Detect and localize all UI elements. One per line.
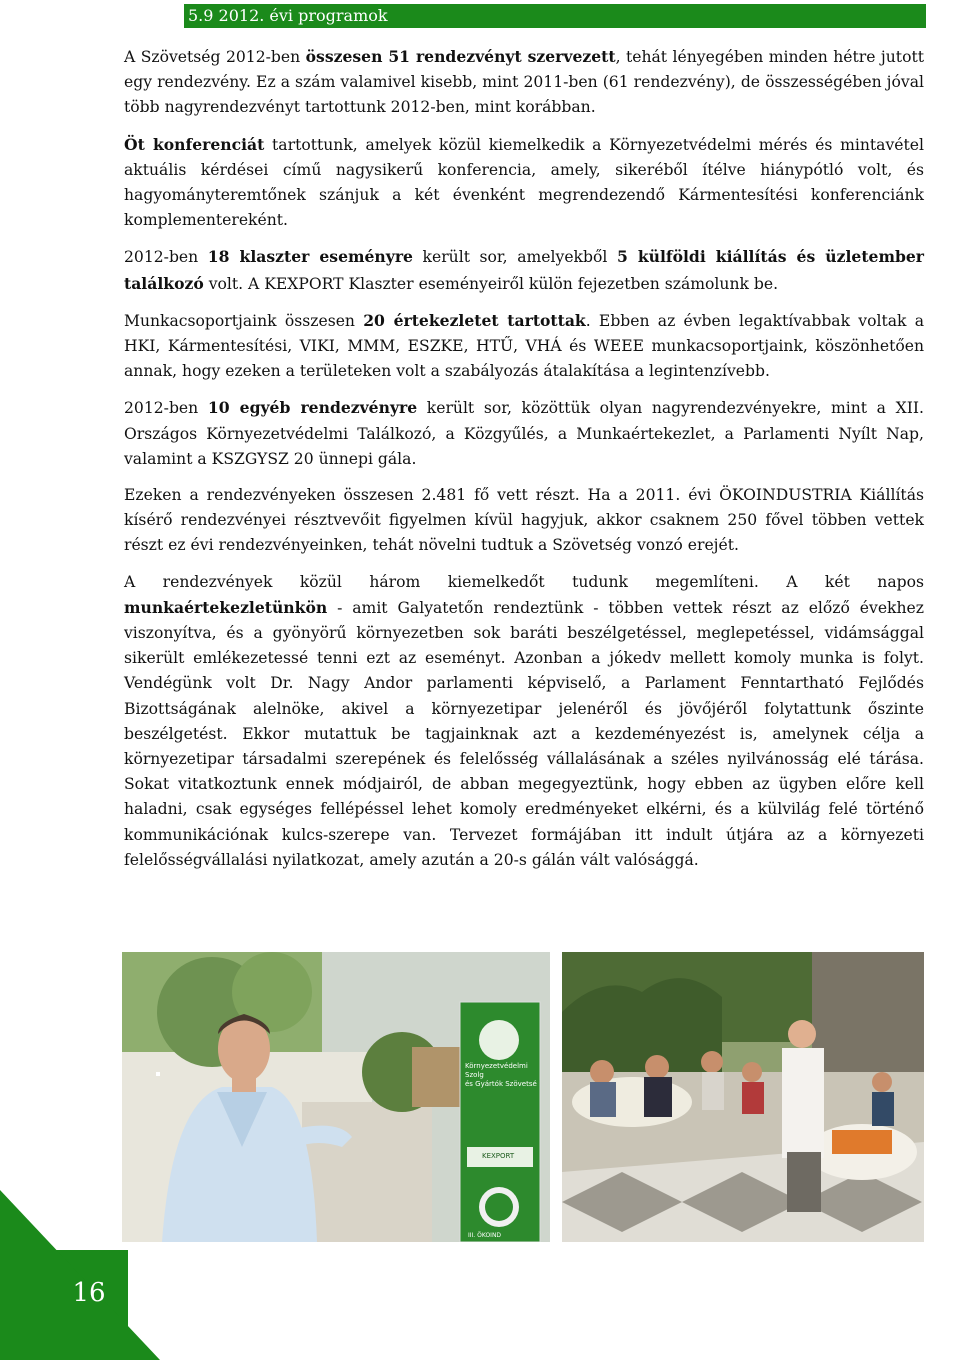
text-run: . Ebben az évben legaktívabbak voltak a HKI, Kármentesítési, VIKI, MMM, ESZKE, HTŰ, VHÁ és WEEE munkacsoportjaink, köszönhetően annak, hogy ezeken a területeken volt a szabályozás átalakítása a legintenzívebb.: [124, 311, 924, 381]
text-run: került sor, közöttük olyan nagyrendezvényekre, mint a XII. Országos Környezetvédelmi Találkozó, a Közgyűlés, a Munkaértekezlet, a Parlamenti Nyílt Nap, valamint a KSZGYSZ 20 ünnepi gála.: [124, 399, 924, 468]
section-header-bar: [184, 4, 926, 28]
speaker-photo: [122, 952, 550, 1242]
text-run: , tehát lényegében minden hétre jutott egy rendezvény. Ez a szám valamivel kisebb, mint 2011-ben (61 rendezvény), de összességében jóval több nagyrendezvényt tartottunk 2012-ben, mint korábban.: [124, 48, 924, 117]
banner-footer: III. ÖKOIND: [468, 1232, 502, 1239]
bold-run: 20 értekezletet tartottak: [363, 310, 586, 330]
banner-line: és Gyártók Szövetsé: [465, 1080, 537, 1088]
bold-run: Öt konferenciát: [124, 134, 265, 154]
banner-text: [465, 1062, 541, 1089]
event-photo-image: [562, 952, 924, 1242]
text-run: A Szövetség 2012-ben: [124, 48, 306, 66]
page-number: 16: [72, 1278, 106, 1308]
event-photo: [562, 952, 924, 1242]
paragraph-6: [124, 483, 924, 559]
paragraph-4: [124, 308, 924, 385]
text-run: volt. A KEXPORT Klaszter eseményeiről külön fejezetben számolunk be.: [203, 274, 779, 293]
bold-run: 10 egyéb rendezvényre: [207, 398, 418, 418]
text-run: 2012-ben: [124, 248, 208, 267]
text-run: Ezeken a rendezvényeken összesen 2.481 fő vett részt. Ha a 2011. évi ÖKOINDUSTRIA Kiállítás kísérő rendezvényei résztvevőit figyelmen kívül hagyjuk, akkor csaknem 250 fővel többen vettek részt ez évi rendezvényeinken, tehát növelni tudtuk a Szövetség vonzó erejét.: [124, 486, 924, 555]
corner-triangle: [0, 1190, 160, 1360]
text-run: tartottunk, amelyek közül kiemelkedik a Környezetvédelmi mérés és mintavétel aktuális kérdései című nagysikerű konferencia, amely, sikeréből ítélve hiánypótló volt, és hagyományteremtőnek szánjuk a két évenként megrendezendő Kármentesítési konferenciánk komplementereként.: [124, 135, 924, 230]
banner-kexport: KEXPORT: [482, 1152, 515, 1160]
paragraph-1: [124, 44, 924, 121]
bold-run: munkaértekezletünkön: [124, 597, 328, 617]
paragraph-7: [124, 570, 924, 873]
text-run: került sor, amelyekből: [412, 248, 617, 267]
bold-run: 18 klaszter eseményre: [207, 247, 413, 267]
paragraph-5: [124, 395, 924, 472]
text-run: 2012-ben: [124, 399, 208, 418]
text-run: - amit Galyatetőn rendeztünk - többen vettek részt az előző évekhez viszonyítva, és a gyönyörű környezetben sok baráti beszélgetéssel, meglepetéssel, vidámsággal sikerült emlékezetessé tenni ezt az eseményt. Azonban a jókedv mellett komoly munka is folyt. Vendégünk volt Dr. Nagy Andor parlamenti képviselő, a Parlament Fenntartható Fejlődés Bizottságának alelnöke, akivel a környezetipar jelenéről és jövőjéről folytattunk őszinte beszélgetést. Ekkor mutattuk be tagjainknak azt a kezdeményezést is, amelynek célja a környezetipar társadalmi szerepének és felelősség vállalásának a széles nyilvánosság elé tárása. Sokat vitatkoztunk ennek módjairól, de abban megegyeztünk, hogy ebben az ügyben előre kell haladni, csak egységes fellépéssel lehet komoly eredményeket elkérni, és a külvilág felé történő kommunikációnak kulcs-szerepe van. Tervezet formájában itt indult útjára az a környezeti felelősségvállalási nyilatkozat, amely azután a 20-s gálán vált valósággá.: [124, 598, 924, 869]
text-run: Munkacsoportjaink összesen: [124, 311, 364, 330]
body-text: [124, 44, 924, 884]
bold-run: összesen 51 rendezvényt szervezett: [305, 47, 616, 66]
text-run: A rendezvények közül három kiemelkedőt tudunk megemlíteni. A két napos: [124, 572, 924, 591]
speaker-photo-image: [122, 952, 550, 1242]
photo-row: [122, 952, 924, 1242]
bold-run: 5 külföldi kiállítás és üzletember találkozó: [124, 247, 924, 293]
banner-line: Környezetvédelmi Szolg: [465, 1062, 528, 1079]
paragraph-2: [124, 132, 924, 234]
paragraph-3: [124, 244, 924, 296]
section-title: 5.9 2012. évi programok: [188, 6, 388, 25]
